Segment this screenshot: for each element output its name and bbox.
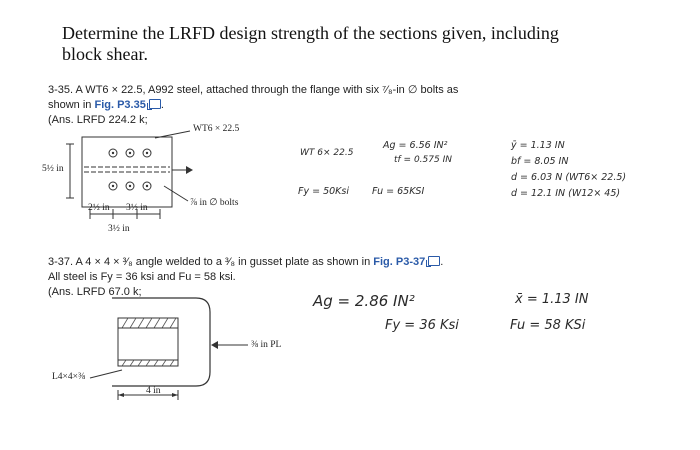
note-tf: tf = 0.575 IN xyxy=(394,155,452,165)
total-length-label: 3½ in xyxy=(108,224,130,234)
note-section: WT 6× 22.5 xyxy=(300,148,354,158)
note-fy: Fy = 50Ksi xyxy=(298,186,349,197)
bolt-label: ⅞ in ∅ bolts xyxy=(190,198,239,208)
plate-label: ⅜ in PL xyxy=(251,340,282,350)
note-d-wt6: d = 6.03 N (WT6× 22.5) xyxy=(511,172,627,183)
problem-337-line-1: 3-37. A 4 × 4 × ³⁄₈ angle welded to a ³⁄₈ in gusset plate as shown in Fig. P3-37 . xyxy=(48,256,444,268)
problem-335-line-2: shown in Fig. P3.35 . xyxy=(48,99,164,111)
length-label: 4 in xyxy=(146,386,161,396)
note-xbar-337: x̄ = 1.13 IN xyxy=(515,292,589,307)
spacing-label-1: 2½ in xyxy=(88,203,110,213)
note-fy-337: Fy = 36 Ksi xyxy=(385,318,459,333)
angle-leg xyxy=(118,328,178,360)
instruction-line-2: block shear. xyxy=(62,44,148,64)
spacing-label-2: 3½ in xyxy=(126,203,148,213)
note-bf: bf = 8.05 IN xyxy=(511,156,569,167)
note-d-w12: d = 12.1 IN (W12× 45) xyxy=(511,188,621,199)
note-fu: Fu = 65KSI xyxy=(372,186,425,197)
figure-ref-p337[interactable]: Fig. P3-37 xyxy=(373,256,426,268)
note-ybar: ȳ = 1.13 IN xyxy=(511,140,565,151)
problem-337-line-2: All steel is Fy = 36 ksi and Fu = 58 ksi. xyxy=(48,271,236,283)
angle-label: L4×4×⅜ xyxy=(52,372,86,382)
note-ag-337: Ag = 2.86 IN² xyxy=(313,292,415,310)
figure-ref-p335[interactable]: Fig. P3.35 xyxy=(94,99,146,111)
note-fu-337: Fu = 58 KSi xyxy=(510,318,586,333)
note-ag: Ag = 6.56 IN² xyxy=(383,140,448,151)
section-label: WT6 × 22.5 xyxy=(193,124,240,134)
problem-337-answer: (Ans. LRFD 67.0 k; xyxy=(48,286,142,298)
problem-335-line-1: 3-35. A WT6 × 22.5, A992 steel, attached through the flange with six ⁷⁄₈-in ∅ bolts as xyxy=(48,84,459,96)
problem-335-answer: (Ans. LRFD 224.2 k; xyxy=(48,114,148,126)
width-label: 5½ in xyxy=(42,164,64,174)
instruction-line-1: Determine the LRFD design strength of the sections given, including xyxy=(62,23,559,43)
